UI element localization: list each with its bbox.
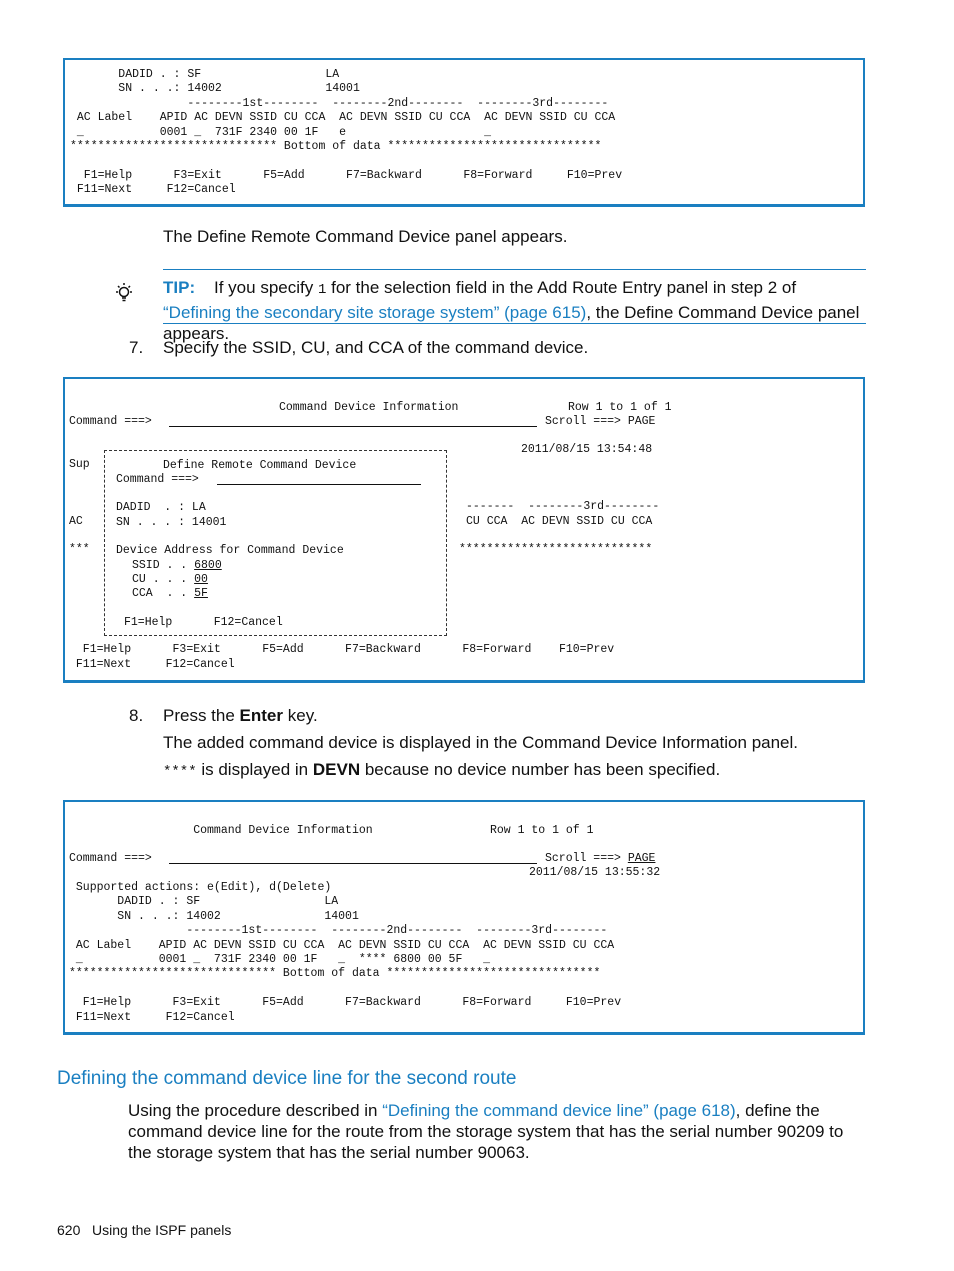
screen3-scroll-input[interactable]: PAGE <box>627 852 656 865</box>
terminal-screen-command-device-information <box>63 800 865 1035</box>
popup-sn: SN . . . : 14001 <box>116 516 227 529</box>
section-heading: Defining the command device line for the second route <box>57 1068 517 1089</box>
screen3-line: F11=Next F12=Cancel <box>75 1010 235 1024</box>
ssid-row <box>132 559 222 573</box>
devn-code: **** <box>163 764 197 780</box>
step-8-pre: Press the <box>163 706 235 725</box>
popup-device-address: Device Address for Command Device <box>116 544 344 557</box>
screen3-scroll-label: Scroll ===> <box>545 852 621 865</box>
screen3-line: F1=Help F3=Exit F5=Add F7=Backward F8=Forward F10=Prev <box>82 996 622 1010</box>
paragraph-devn <box>163 759 720 783</box>
right-stars: **************************** <box>459 543 653 556</box>
lightbulb-icon <box>112 281 136 305</box>
screen3-title-line: Command Device Information Row 1 to 1 of 1 <box>69 824 594 837</box>
screen3-datetime: 2011/08/15 13:55:32 <box>529 866 661 879</box>
tip-code: 1 <box>317 282 327 298</box>
screen3-line: ****************************** Bottom of data ******************************* <box>69 967 601 981</box>
screen3-line: _ 0001 _ 731F 2340 00 1F _ **** 6800 00 5F _ <box>75 953 490 967</box>
screen1-line: _ 0001 _ 731F 2340 00 1F e _ <box>76 125 491 139</box>
screen1-line: ****************************** Bottom of data ******************************* <box>70 140 602 154</box>
popup-dadid: DADID . : LA <box>116 501 206 514</box>
section-para-post: , define the command device line for the route from the storage system that has the serial number 90209 to the storage system that has the serial number 90063. <box>128 1101 844 1162</box>
section-para-pre: Using the procedure described in <box>128 1101 378 1120</box>
screen-title: Command Device Information <box>279 401 459 414</box>
page-number: 620 <box>57 1222 81 1238</box>
screen1-line: AC Label APID AC DEVN SSID CU CCA AC DEVN SSID CU CCA AC DEVN SSID CU CCA <box>76 111 616 125</box>
tip-top-rule <box>163 269 866 270</box>
page-footer-title: Using the ISPF panels <box>92 1222 232 1238</box>
devn-bold: DEVN <box>312 760 361 779</box>
terminal-screen-define-command-device <box>63 377 865 683</box>
section-para-link[interactable]: “Defining the command device line” (page 618) <box>382 1101 736 1120</box>
cca-row <box>132 587 208 601</box>
tip-label: TIP: <box>163 278 196 297</box>
screen3-scroll <box>545 852 655 866</box>
page-footer <box>57 1222 231 1238</box>
popup-title: Define Remote Command Device <box>163 459 357 472</box>
define-remote-command-device-popup <box>104 450 447 636</box>
scroll-label: Scroll ===> PAGE <box>545 415 656 428</box>
left-stars: *** <box>69 543 90 556</box>
section-paragraph <box>128 1100 858 1163</box>
screen3-line: DADID . : SF LA <box>117 895 339 909</box>
tip-text-3: , the Define Command Device panel appears. <box>163 302 860 343</box>
step-7-number: 7. <box>129 338 144 357</box>
cu-input[interactable]: 00 <box>194 573 208 586</box>
step-8-text <box>163 705 318 726</box>
cca-label: CCA . . <box>132 587 195 600</box>
screen3-line: Supported actions: e(Edit), d(Delete) <box>75 881 332 894</box>
screen1-line: DADID . : SF LA <box>118 68 340 81</box>
popup-command-label: Command ===> <box>116 473 199 486</box>
datetime: 2011/08/15 13:54:48 <box>521 443 653 456</box>
cca-input[interactable]: 5F <box>194 587 208 600</box>
screen3-command-label: Command ===> <box>69 852 152 865</box>
tip-text <box>163 277 868 345</box>
screen3-body <box>69 881 621 1025</box>
command-label: Command ===> <box>69 415 152 428</box>
left-sup: Sup <box>69 458 90 471</box>
screen1-line: F11=Next F12=Cancel <box>76 183 236 197</box>
cu-row <box>132 573 208 587</box>
tip-text-2: for the selection field in the Add Route Entry panel in step 2 of <box>331 278 797 297</box>
step-8-number: 8. <box>129 706 144 725</box>
right-header: ------- --------3rd-------- <box>466 500 660 513</box>
screen3-line: AC Label APID AC DEVN SSID CU CCA AC DEVN SSID CU CCA AC DEVN SSID CU CCA <box>75 938 615 952</box>
left-ac: AC <box>69 515 83 528</box>
tip-text-1: If you specify <box>214 278 314 297</box>
terminal-text <box>70 68 863 198</box>
devn-mid: is displayed in <box>201 760 309 779</box>
function-keys-row-1: F1=Help F3=Exit F5=Add F7=Backward F8=Forward F10=Prev <box>69 643 615 656</box>
screen3-line: --------1st-------- --------2nd-------- --------3rd-------- <box>186 924 608 938</box>
step-8-post: key. <box>287 706 318 725</box>
function-keys-row-2: F11=Next F12=Cancel <box>69 658 235 671</box>
popup-command-input[interactable] <box>217 484 421 485</box>
screen1-line: SN . . .: 14002 14001 <box>118 82 360 96</box>
ssid-input[interactable]: 6800 <box>194 559 222 572</box>
screen1-line: F1=Help F3=Exit F5=Add F7=Backward F8=Forward F10=Prev <box>83 168 623 182</box>
ssid-label: SSID . . <box>132 559 195 572</box>
tip-link[interactable]: “Defining the secondary site storage system” (page 615) <box>163 302 587 322</box>
screen3-command-input[interactable] <box>169 863 537 864</box>
tip-bottom-rule <box>163 323 866 324</box>
popup-function-keys: F1=Help F12=Cancel <box>124 616 283 629</box>
screen3-line: SN . . .: 14002 14001 <box>117 909 359 923</box>
command-input[interactable] <box>169 426 537 427</box>
screen1-line: --------1st-------- --------2nd-------- --------3rd-------- <box>187 96 609 110</box>
step-7-text: Specify the SSID, CU, and CCA of the command device. <box>163 338 589 357</box>
row-info: Row 1 to 1 of 1 <box>568 401 672 414</box>
devn-end: because no device number has been specified. <box>364 760 721 779</box>
enter-key-label: Enter <box>239 706 284 725</box>
paragraph-added-device: The added command device is displayed in the Command Device Information panel. <box>163 733 799 752</box>
right-columns: CU CCA AC DEVN SSID CU CCA <box>466 515 653 528</box>
paragraph-define-appears: The Define Remote Command Device panel appears. <box>163 227 568 246</box>
cu-label: CU . . . <box>132 573 195 586</box>
terminal-screen-add-route <box>63 58 865 207</box>
